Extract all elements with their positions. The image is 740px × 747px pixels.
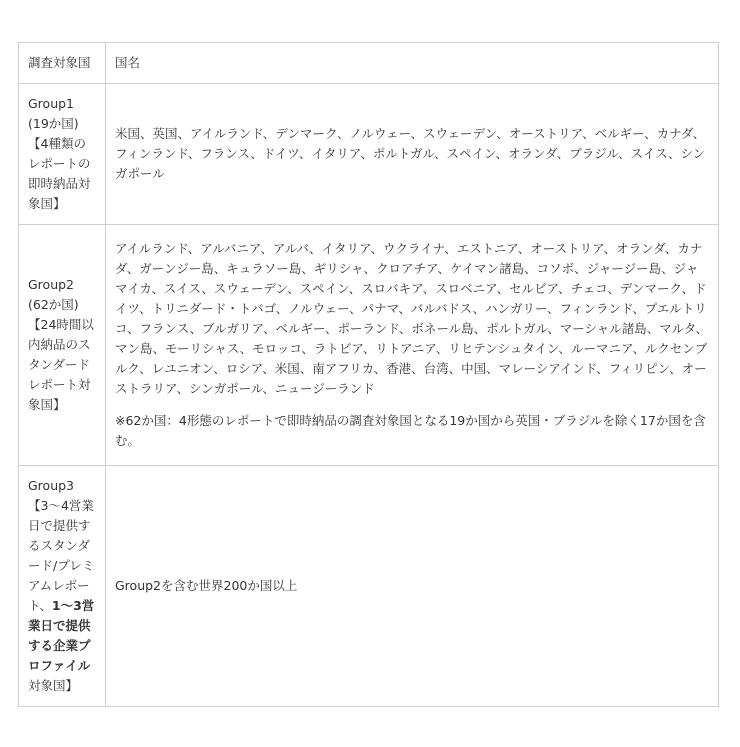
group3-desc-suffix: 対象国】 (28, 678, 79, 693)
group1-label: Group1 (19か国) (28, 96, 79, 131)
group2-countries-cell (106, 225, 719, 466)
group3-label: Group3 (28, 478, 75, 493)
country-table-container (18, 42, 718, 707)
group2-countries: アイルランド、アルバニア、アルバ、イタリア、ウクライナ、エストニア、オーストリア、オランダ、カナダ、ガーンジー島、キュラソー島、ギリシャ、クロアチア、ケイマン諸島、コソボ、ジャージー島、ジャマイカ、スイス、スウェーデン、スペイン、スロバキア、スロベニア、セルビア、チェコ、デンマーク、ドイツ、トリニダード・トバゴ、ノルウェー、パナマ、バルバドス、ハンガリー、フィンランド、プエルトリコ、フランス、ブルガリア、ベルギー、ポーランド、ボネール島、ポルトガル、マーシャル諸島、マルタ、 マン島、モーリシャス、モロッコ、ラトビア、リトアニア、リヒテンシュタイン、ルーマニア、ルクセンブルク、レユニオン、ロシア、米国、南アフリカ、香港、台湾、中国、マレーシアインド、フィリピン、オーストラリア、シンガポール、ニュージーランド (115, 241, 709, 396)
group2-note: ※62か国：4形態のレポートで即時納品の調査対象国となる19か国から英国・ブラジルを除く17か国を含む。 (115, 413, 706, 448)
header-survey-countries: 調査対象国 (19, 43, 106, 84)
table-row-group1 (19, 84, 719, 225)
country-table (18, 42, 719, 707)
table-row-group3 (19, 466, 719, 707)
group3-desc-bold: 1〜3営業日で提供する企業プロファイル (28, 598, 95, 673)
group3-desc-prefix: 【3〜4営業日で提供するスタンダード/プレミアムレポート、 (28, 498, 95, 613)
group1-countries: 米国、英国、アイルランド、デンマーク、ノルウェー、スウェーデン、オーストリア、ベルギー、カナダ、フィンランド、フランス、ドイツ、イタリア、ポルトガル、スペイン、オランダ、ブラジル、スイス、シンガポール (115, 126, 706, 181)
group2-cell (19, 225, 106, 466)
table-row-group2 (19, 225, 719, 466)
group3-description (28, 496, 96, 696)
header-country-names: 国名 (106, 43, 719, 84)
group3-cell (19, 466, 106, 707)
table-header-row (19, 43, 719, 84)
group1-cell (19, 84, 106, 225)
group3-countries: Group2を含む世界200か国以上 (115, 578, 298, 593)
group3-countries-cell (106, 466, 719, 707)
group1-countries-cell (106, 84, 719, 225)
group2-description: 【24時間以内納品のスタンダードレポート対象国】 (28, 317, 94, 412)
group1-description: 【4種類のレポートの即時納品対象国】 (28, 136, 91, 211)
group2-label: Group2 (62か国) (28, 277, 79, 312)
